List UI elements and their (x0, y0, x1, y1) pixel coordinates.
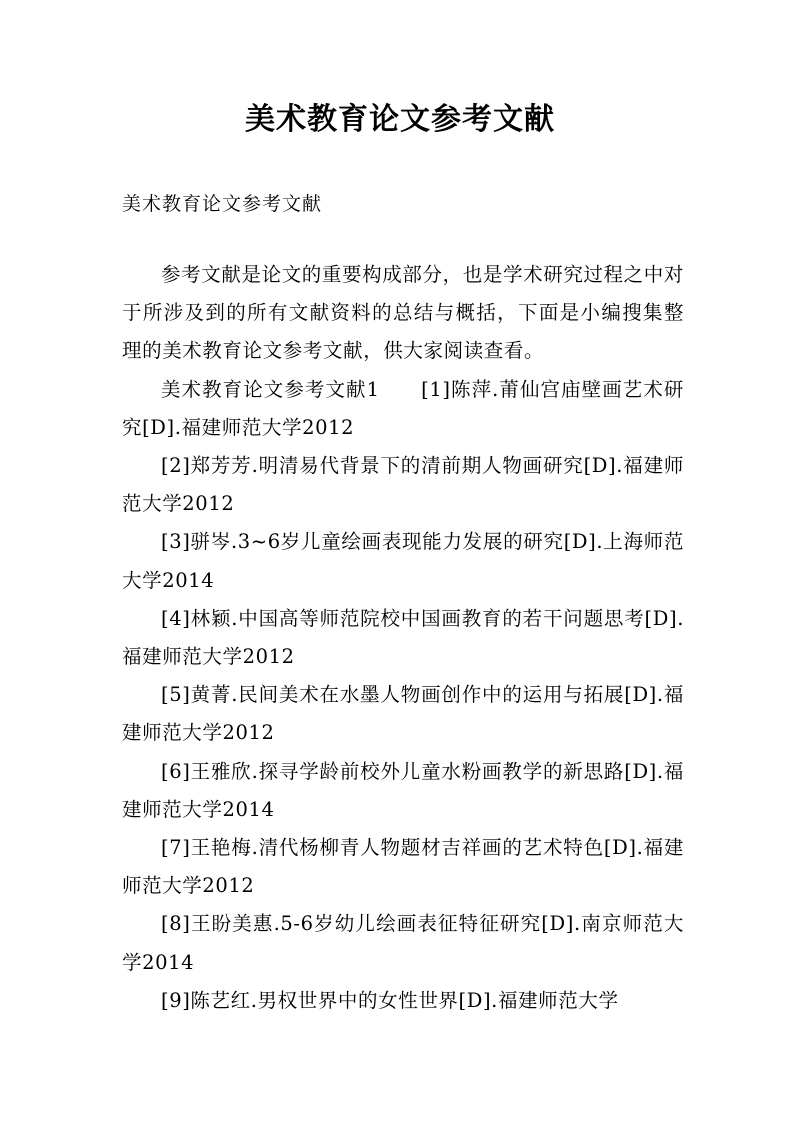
reference-item: [3]骈岑.3~6岁儿童绘画表现能力发展的研究[D].上海师范大学2014 (122, 530, 684, 592)
document-body (122, 256, 684, 1020)
reference-item: [6]王雅欣.探寻学龄前校外儿童水粉画教学的新思路[D].福建师范大学2014 (122, 759, 684, 821)
reference-item: [2]郑芳芳.明清易代背景下的清前期人物画研究[D].福建师范大学2012 (122, 454, 684, 516)
reference-item: [9]陈艺红.男权世界中的女性世界[D].福建师范大学 (161, 988, 619, 1012)
intro-paragraph: 参考文献是论文的重要构成部分，也是学术研究过程之中对于所涉及到的所有文献资料的总结与概括，下面是小编搜集整理的美术教育论文参考文献，供大家阅读查看。 (122, 263, 684, 363)
reference-item: [4]林颖.中国高等师范院校中国画教育的若干问题思考[D].福建师范大学2012 (122, 606, 684, 669)
reference-item: [5]黄菁.民间美术在水墨人物画创作中的运用与拓展[D].福建师范大学2012 (122, 683, 684, 745)
reference-item: [7]王艳梅.清代杨柳青人物题材吉祥画的艺术特色[D].福建师范大学2012 (122, 836, 684, 898)
reference-item: [8]王盼美惠.5-6岁幼儿绘画表征特征研究[D].南京师范大学2014 (122, 912, 684, 974)
page-title: 美术教育论文参考文献 (245, 102, 555, 137)
reference-item: 美术教育论文参考文献1 [1]陈萍.莆仙宫庙壁画艺术研究[D].福建师范大学2012 (122, 377, 684, 439)
document-subtitle: 美术教育论文参考文献 (122, 193, 323, 215)
